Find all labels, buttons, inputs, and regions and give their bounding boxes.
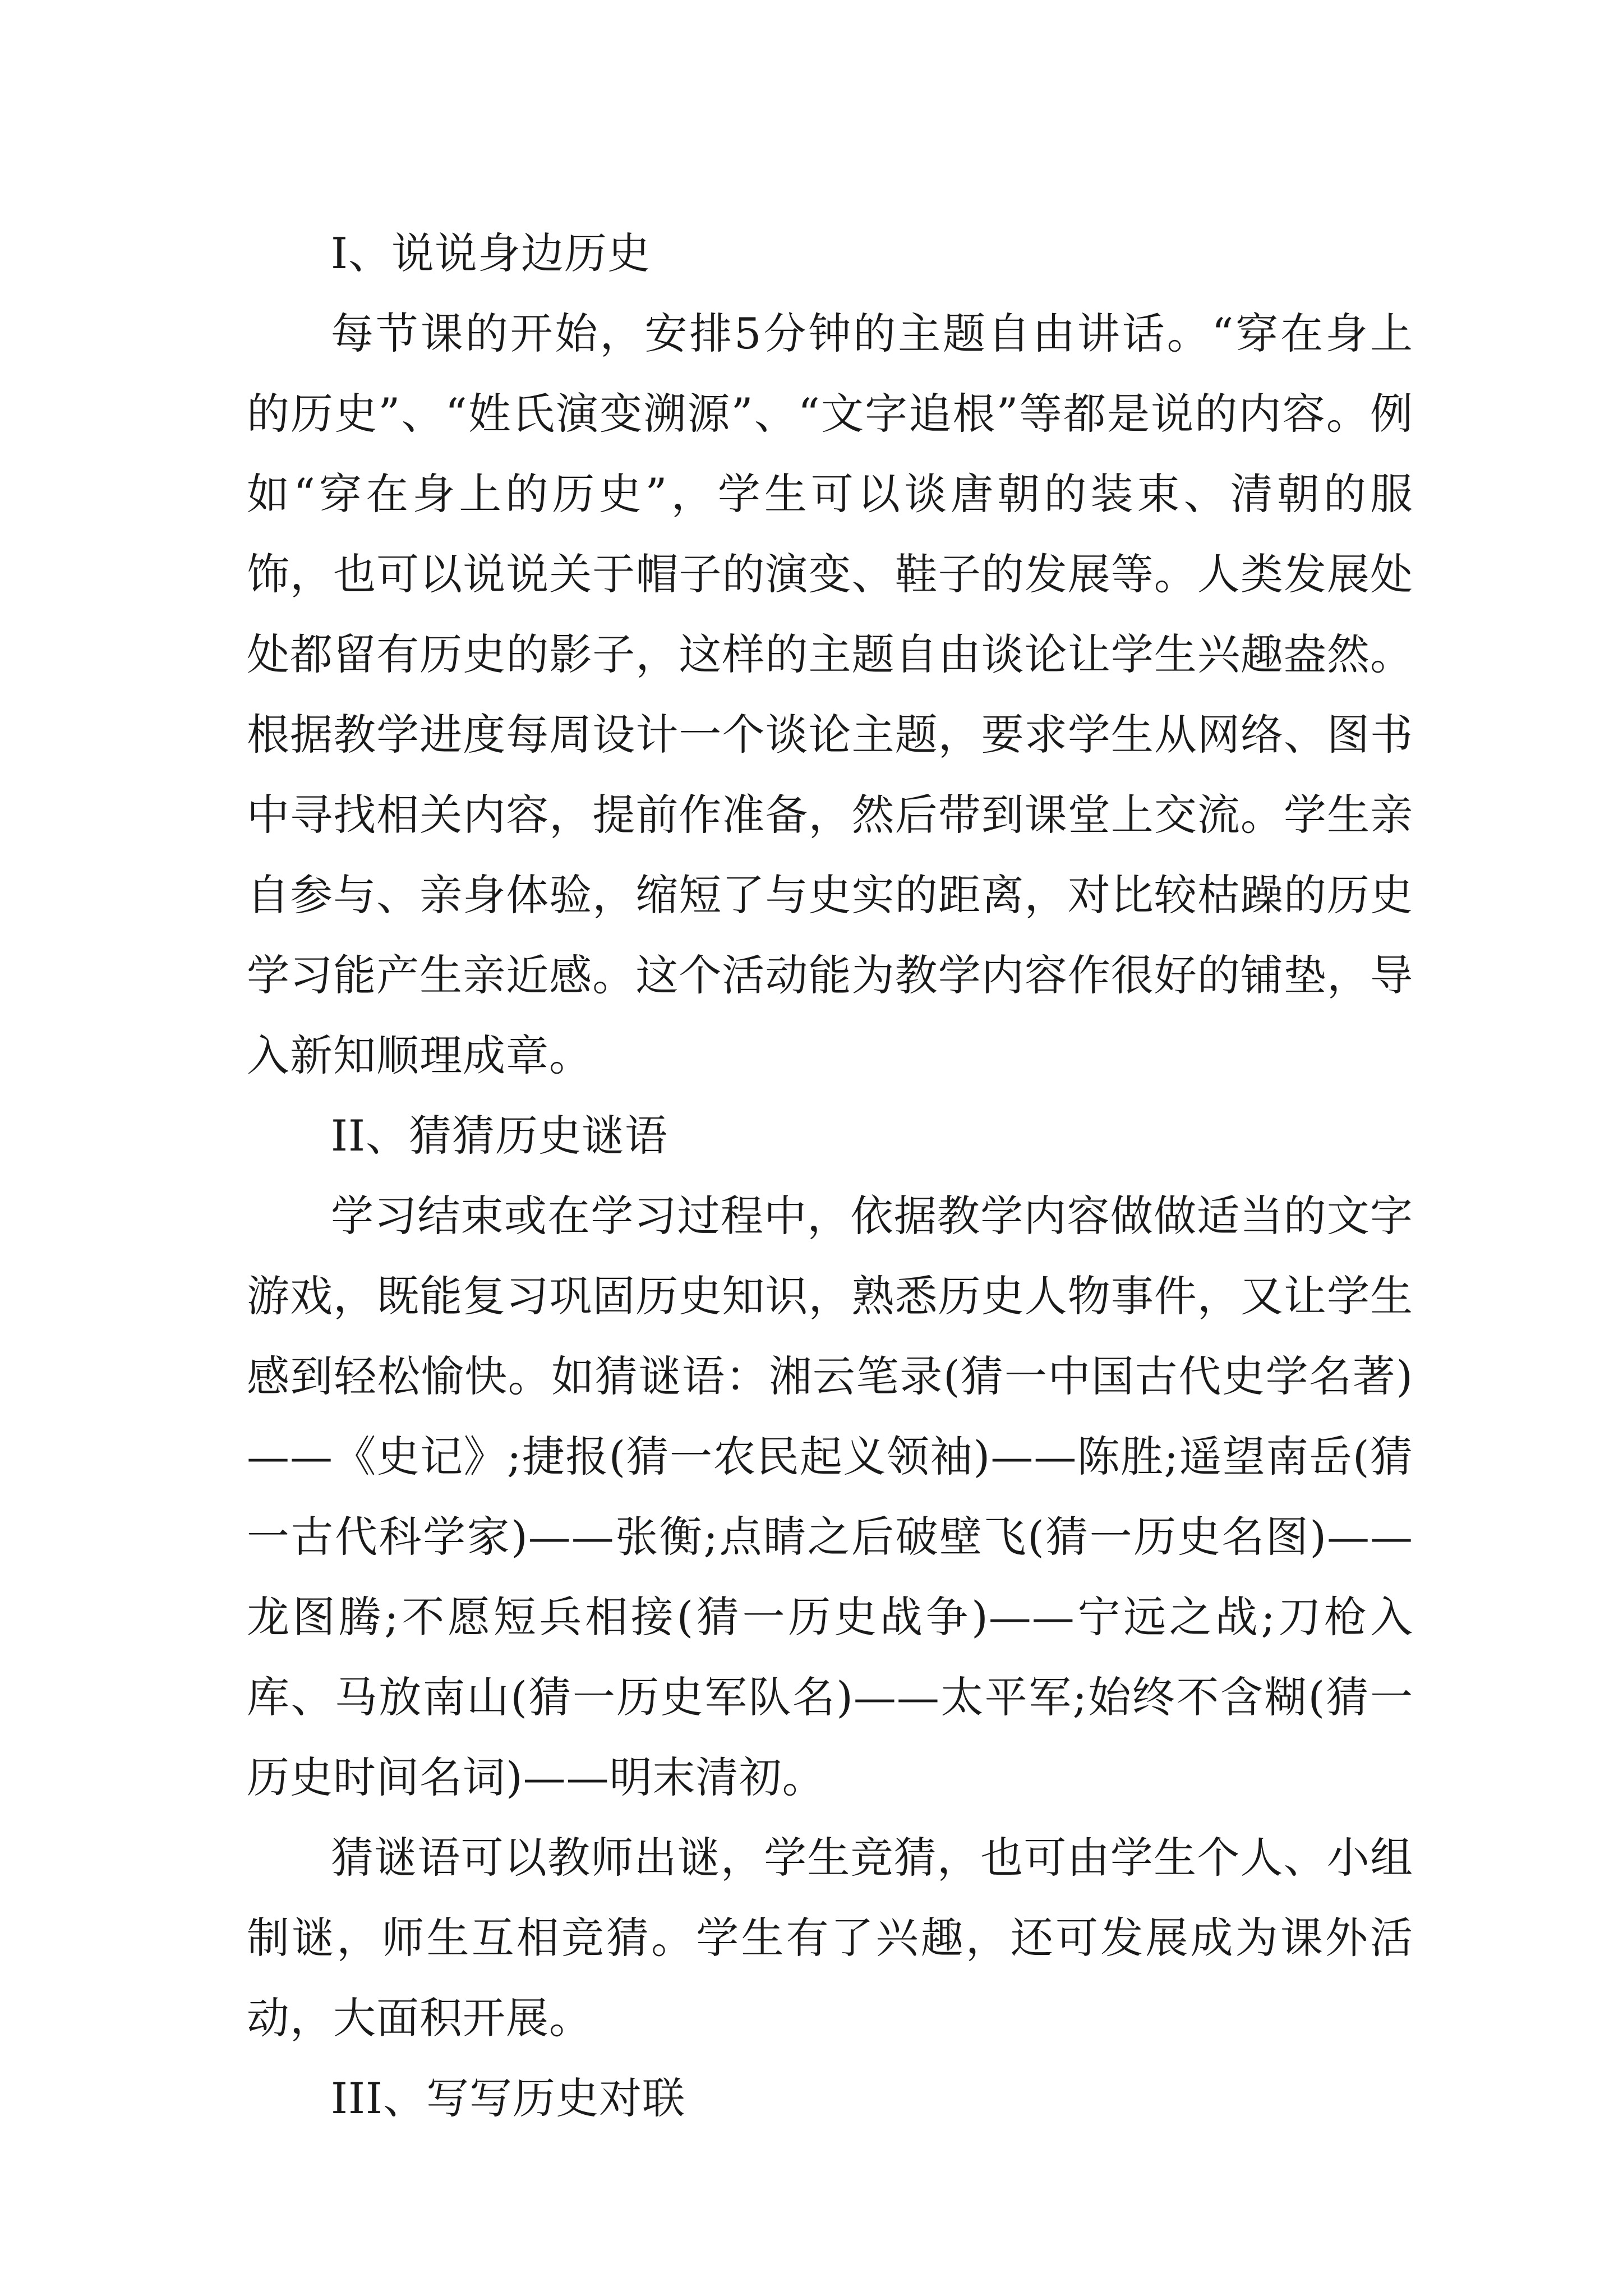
section-1-paragraph-1: 每节课的开始，安排5分钟的主题自由讲话。“穿在身上的历史”、“姓氏演变溯源”、“文字追根”等都是说的内容。例如“穿在身上的历史”，学生可以谈唐朝的装束、清朝的服饰，也可以说说关于帽子的演变、鞋子的发展等。人类发展处处都留有历史的影子，这样的主题自由谈论让学生兴趣盎然。根据教学进度每周设计一个谈论主题，要求学生从网络、图书中寻找相关内容，提前作准备，然后带到课堂上交流。学生亲自参与、亲身体验，缩短了与史实的距离，对比较枯躁的历史学习能产生亲近感。这个活动能为教学内容作很好的铺垫，导入新知顺理成章。 (247, 309, 1413, 1080)
section-heading-3: III、写写历史对联 (331, 2073, 686, 2123)
section-heading-2: II、猜猜历史谜语 (331, 1111, 668, 1161)
document-body (247, 213, 1413, 2138)
section-2-paragraph-2: 猜谜语可以教师出谜，学生竞猜，也可由学生个人、小组制谜，师生互相竞猜。学生有了兴趣，还可发展成为课外活动，大面积开展。 (247, 1833, 1413, 2043)
section-heading-1: I、说说身边历史 (331, 228, 651, 278)
section-2-paragraph-1: 学习结束或在学习过程中，依据教学内容做做适当的文字游戏，既能复习巩固历史知识，熟悉历史人物事件，又让学生感到轻松愉快。如猜谜语：湘云笔录(猜一中国古代史学名著)——《史记》;捷报(猜一农民起义领袖)——陈胜;遥望南岳(猜一古代科学家)——张衡;点睛之后破壁飞(猜一历史名图)——龙图腾;不愿短兵相接(猜一历史战争)——宁远之战;刀枪入库、马放南山(猜一历史军队名)——太平军;始终不含糊(猜一历史时间名词)——明末清初。 (247, 1191, 1413, 1802)
